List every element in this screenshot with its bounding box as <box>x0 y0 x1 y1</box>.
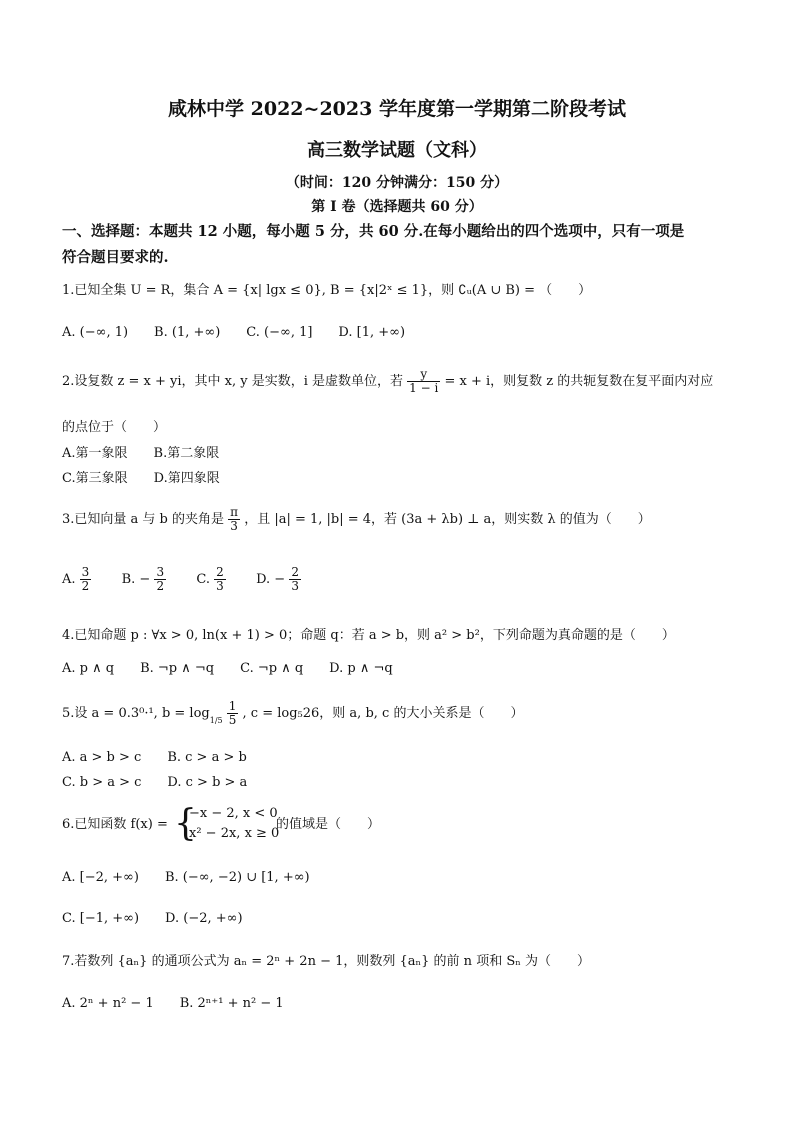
question-2-fraction <box>407 368 440 395</box>
question-6-stem-a: 6.已知函数 f(x) = <box>62 817 168 832</box>
fraction-numerator: y <box>407 368 440 382</box>
question-5-options-line1: A. a > b > c B. c > a > b <box>62 750 247 765</box>
fraction-denominator: 2 <box>156 579 165 593</box>
fraction-denominator: 3 <box>291 579 299 593</box>
volume-heading: 第 I 卷（选择题共 60 分） <box>311 199 483 215</box>
option-b-fraction <box>154 566 166 593</box>
question-5-options-line2: C. b > a > c D. c > b > a <box>62 775 248 790</box>
fraction-denominator: 5 <box>228 713 237 727</box>
question-1-stem: 1.已知全集 U = R，集合 A = {x| lgx ≤ 0}, B = {x|2ˣ ≤ 1}，则 ∁ᵤ(A ∪ B) = （ ） <box>62 283 592 298</box>
question-7-stem: 7.若数列 {aₙ} 的通项公式为 aₙ = 2ⁿ + 2n − 1，则数列 {aₙ} 的前 n 项和 Sₙ 为（ ） <box>62 954 590 969</box>
fraction-numerator: π <box>230 505 239 519</box>
question-7-options: A. 2ⁿ + n² − 1 B. 2ⁿ⁺¹ + n² − 1 <box>62 996 284 1011</box>
question-5-stem-b: , c = log₅26，则 a, b, c 的大小关系是（ ） <box>242 706 524 721</box>
question-3-fraction <box>228 506 240 533</box>
fraction-numerator: 2 <box>216 565 224 579</box>
question-6-options-line2: C. [−1, +∞) D. (−2, +∞) <box>62 911 243 926</box>
question-2-options-line2: C.第三象限 D.第四象限 <box>62 471 220 486</box>
fraction-numerator: 2 <box>291 565 299 579</box>
exam-subtitle: 高三数学试题（文科） <box>307 140 487 161</box>
question-6-stem-b: 的值域是（ ） <box>276 817 381 832</box>
section-heading-line1: 一、选择题：本题共 12 小题，每小题 5 分，共 60 分.在每小题给出的四个选项中，只有一项是 <box>62 223 685 240</box>
fraction-numerator: 3 <box>81 565 90 579</box>
question-5-fraction <box>227 700 239 727</box>
fraction-numerator: 3 <box>156 565 165 579</box>
option-c-label: C. <box>196 572 210 587</box>
fraction-denominator: 1 − i <box>409 381 439 395</box>
question-5-stem-a: 5.设 a = 0.3⁰·¹, b = log <box>62 706 210 721</box>
section-heading-line2: 符合题目要求的. <box>62 249 169 266</box>
exam-info: （时间：120 分钟满分：150 分） <box>285 175 509 191</box>
question-5-stem <box>62 700 523 727</box>
option-d-label: D. − <box>256 572 286 587</box>
fraction-numerator: 1 <box>228 699 237 713</box>
question-3-stem <box>62 506 651 533</box>
question-3-stem-a: 3.已知向量 a 与 b 的夹角是 <box>62 512 225 527</box>
case-2: x² − 2x, x ≥ 0 <box>189 826 280 841</box>
question-1-options: A. (−∞, 1) B. (1, +∞) C. (−∞, 1] D. [1, +∞) <box>62 325 406 340</box>
fraction-denominator: 2 <box>81 579 90 593</box>
option-d-fraction <box>289 566 301 593</box>
question-2-stem <box>62 368 713 395</box>
question-2-stem-a: 2.设复数 z = x + yi，其中 x, y 是实数，i 是虚数单位，若 <box>62 374 404 389</box>
exam-title: 咸林中学 2022~2023 学年度第一学期第二阶段考试 <box>168 98 626 120</box>
option-a-fraction <box>80 566 92 593</box>
question-4-options: A. p ∧ q B. ¬p ∧ ¬q C. ¬p ∧ q D. p ∧ ¬q <box>62 661 393 676</box>
fraction-denominator: 3 <box>216 579 224 593</box>
option-a-label: A. <box>62 572 76 587</box>
question-3-stem-b: ，且 |a| = 1, |b| = 4，若 (3a + λb) ⊥ a，则实数 λ 的值为（ ） <box>244 512 651 527</box>
question-6-options-line1: A. [−2, +∞) B. (−∞, −2) ∪ [1, +∞) <box>62 870 310 885</box>
fraction-denominator: 3 <box>230 519 238 533</box>
question-3-options <box>62 566 301 593</box>
case-1: −x − 2, x < 0 <box>189 806 278 821</box>
left-brace-icon: { <box>174 803 197 844</box>
question-2-options-line1: A.第一象限 B.第二象限 <box>62 446 220 461</box>
question-2-stem-line2: 的点位于（ ） <box>62 420 167 435</box>
log-base: 1/5 <box>209 716 223 725</box>
option-c-fraction <box>214 566 226 593</box>
option-b-label: B. − <box>121 572 151 587</box>
question-2-stem-b: = x + i，则复数 z 的共轭复数在复平面内对应 <box>444 374 714 389</box>
question-4-stem: 4.已知命题 p : ∀x > 0, ln(x + 1) > 0；命题 q：若 a > b，则 a² > b²，下列命题为真命题的是（ ） <box>62 628 675 643</box>
